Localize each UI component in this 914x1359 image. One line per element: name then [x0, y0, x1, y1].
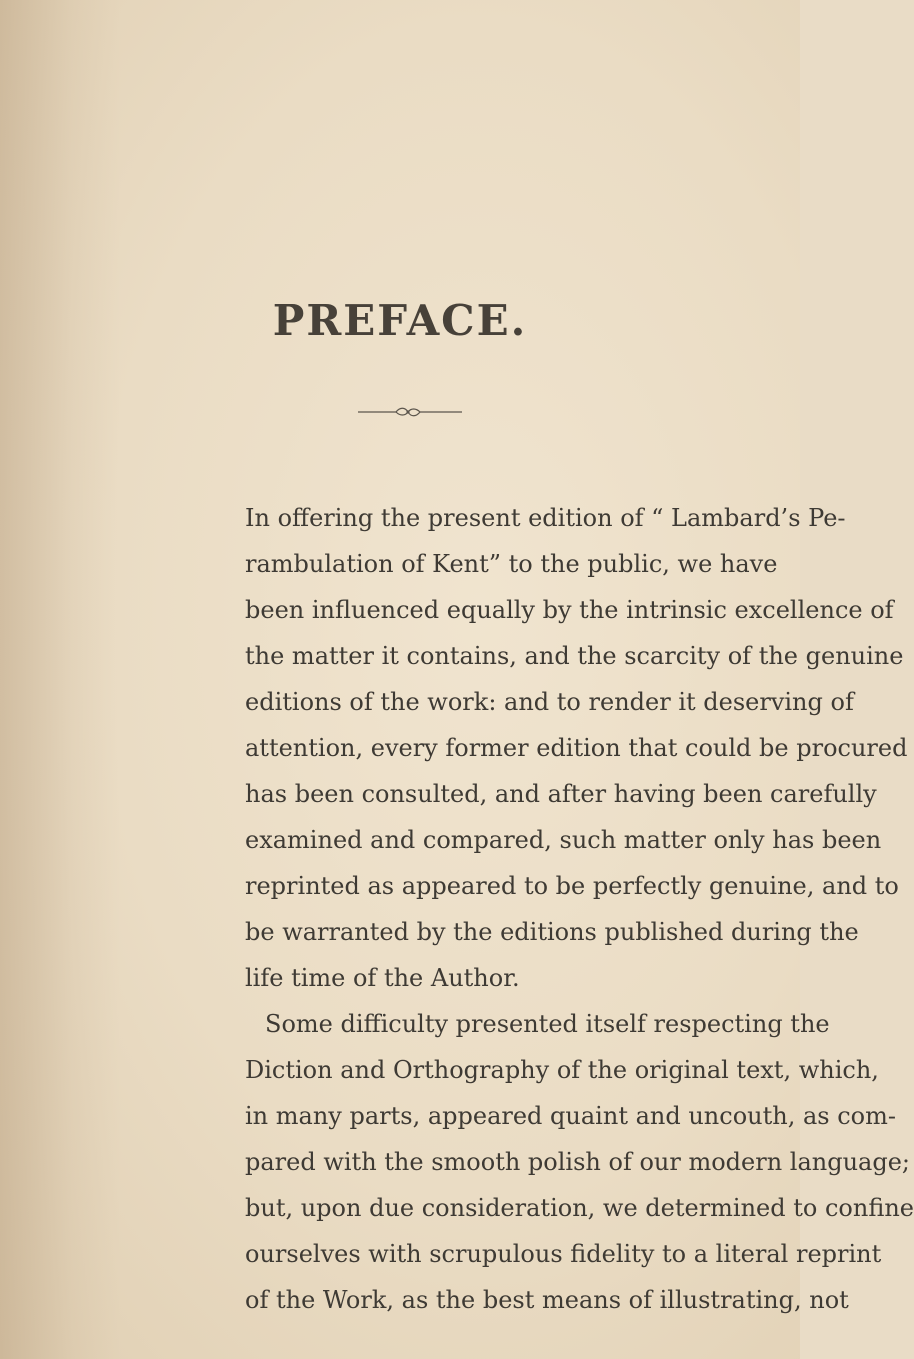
text-line: examined and compared, such matter only has been [245, 826, 882, 854]
text-line: pared with the smooth polish of our modern language; [245, 1148, 911, 1176]
text-line: ourselves with scrupulous fidelity to a literal reprint [245, 1240, 882, 1268]
text-line: in many parts, appeared quaint and uncouth, as com- [245, 1102, 896, 1130]
text-line: reprinted as appeared to be perfectly genuine, and to [245, 872, 899, 900]
text-line: Some difficulty presented itself respecting the [265, 1010, 830, 1038]
text-line: editions of the work: and to render it deserving of [245, 688, 854, 716]
text-line: of the Work, as the best means of illustrating, not [245, 1286, 849, 1314]
text-line: Diction and Orthography of the original text, which, [245, 1056, 879, 1084]
text-line: rambulation of Kent” to the public, we have [245, 550, 778, 578]
text-line: attention, every former edition that could be procured [245, 734, 908, 762]
text-line: be warranted by the editions published during the [245, 918, 859, 946]
text-line: but, upon due consideration, we determined to confine [245, 1194, 914, 1222]
text-line: the matter it contains, and the scarcity of the genuine [245, 642, 904, 670]
page-title: PREFACE. [272, 296, 528, 345]
text-line: has been consulted, and after having been carefully [245, 780, 877, 808]
text-line: In offering the present edition of “ Lambard’s Pe- [245, 504, 846, 532]
text-line: been influenced equally by the intrinsic excellence of [245, 596, 894, 624]
text-line: life time of the Author. [245, 964, 520, 992]
